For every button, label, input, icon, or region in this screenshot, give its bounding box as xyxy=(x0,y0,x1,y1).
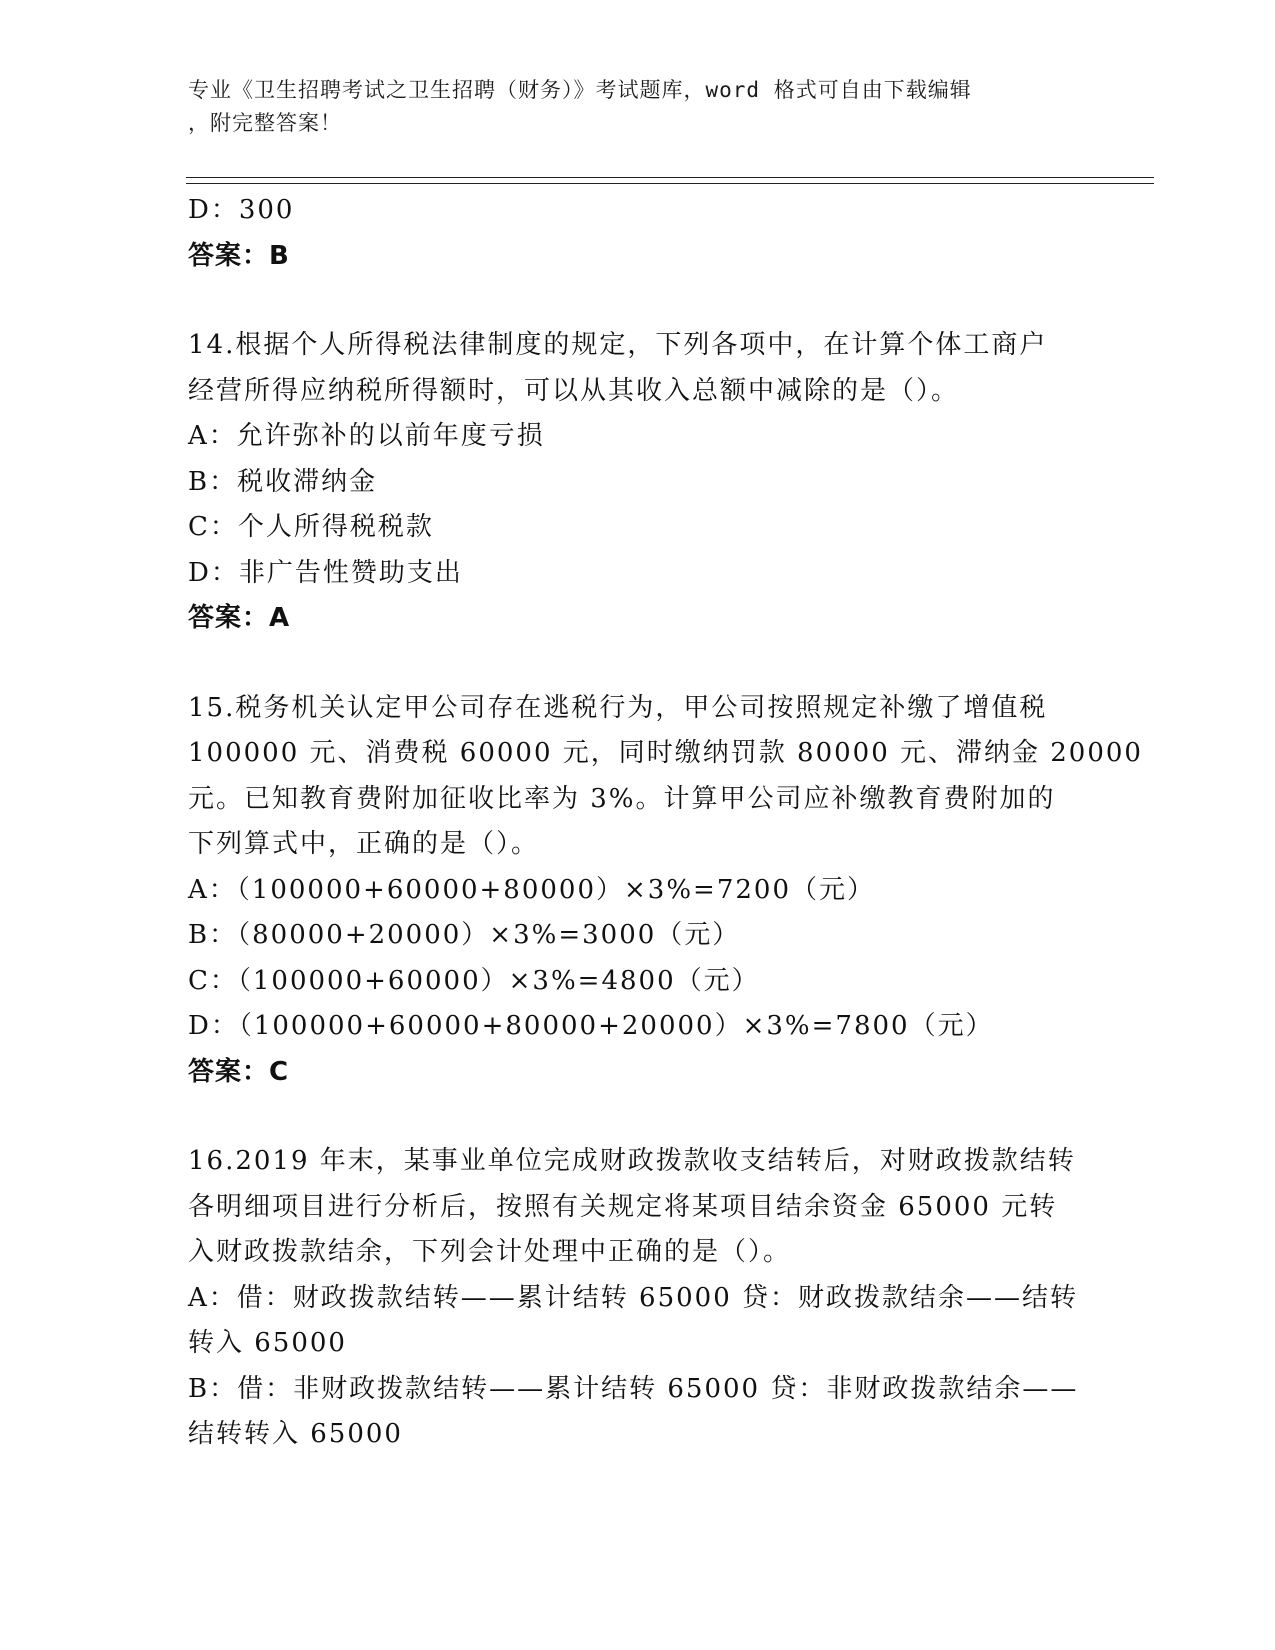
question-14 xyxy=(188,323,1088,642)
q15-option-d: D：（100000+60000+80000+20000）×3%=7800（元） xyxy=(188,1011,994,1041)
q16-stem-line-1: 16.2019 年末，某事业单位完成财政拨款收支结转后，对财政拨款结转 xyxy=(188,1146,1076,1176)
q15-option-b: B：（80000+20000）×3%=3000（元） xyxy=(188,920,741,950)
q15-stem-line-3: 元。已知教育费附加征收比率为 3%。计算甲公司应补缴教育费附加的 xyxy=(188,783,1056,814)
q14-option-a: A：允许弥补的以前年度亏损 xyxy=(188,421,545,451)
q13-answer: 答案：B xyxy=(188,240,290,271)
q15-option-c: C：（100000+60000）×3%=4800（元） xyxy=(188,965,760,996)
q15-answer: 答案：C xyxy=(188,1056,290,1087)
q16-option-b-line-2: 结转转入 65000 xyxy=(188,1419,403,1449)
q16-stem-line-3: 入财政拨款结余，下列会计处理中正确的是（）。 xyxy=(188,1237,792,1267)
q16-option-b-line-1: B：借：非财政拨款结转——累计结转 65000 贷：非财政拨款结余—— xyxy=(188,1373,1079,1404)
spacer xyxy=(188,279,1088,323)
spacer xyxy=(188,642,1088,686)
q13-option-d: D：300 xyxy=(188,195,295,225)
header-divider-top xyxy=(186,177,1154,178)
question-16 xyxy=(188,1139,1088,1458)
header-divider-bottom xyxy=(186,183,1154,184)
q14-answer: 答案：A xyxy=(188,603,291,633)
q14-stem-line-2: 经营所得应纳税所得额时，可以从其收入总额中减除的是（）。 xyxy=(188,375,960,406)
q15-stem-line-2: 100000 元、消费税 60000 元，同时缴纳罚款 80000 元、滞纳金 20000 xyxy=(188,738,1143,768)
header-line-2: ，附完整答案！ xyxy=(188,111,342,135)
q15-option-a: A：（100000+60000+80000）×3%=7200（元） xyxy=(188,874,876,905)
q16-stem-line-2: 各明细项目进行分析后，按照有关规定将某项目结余资金 65000 元转 xyxy=(188,1191,1058,1222)
q16-option-a-line-2: 转入 65000 xyxy=(188,1328,347,1358)
q14-option-c: C：个人所得税税款 xyxy=(188,512,434,542)
page-header xyxy=(188,74,1088,140)
q15-stem-line-4: 下列算式中，正确的是（）。 xyxy=(188,829,540,859)
question-content xyxy=(188,188,1143,1458)
spacer xyxy=(188,1095,1088,1139)
q14-option-b: B：税收滞纳金 xyxy=(188,466,378,497)
q14-stem-line-1: 14.根据个人所得税法律制度的规定，下列各项中，在计算个体工商户 xyxy=(188,330,1048,360)
q15-stem-line-1: 15.税务机关认定甲公司存在逃税行为，甲公司按照规定补缴了增值税 xyxy=(188,692,1048,723)
q16-option-a-line-1: A：借：财政拨款结转——累计结转 65000 贷：财政拨款结余——结转 xyxy=(188,1282,1079,1313)
question-15 xyxy=(188,686,1143,1096)
question-13 xyxy=(188,188,1088,279)
header-line-1: 专业《卫生招聘考试之卫生招聘（财务）》考试题库，word 格式可自由下载编辑 xyxy=(188,78,972,102)
q14-option-d: D：非广告性赞助支出 xyxy=(188,557,463,588)
